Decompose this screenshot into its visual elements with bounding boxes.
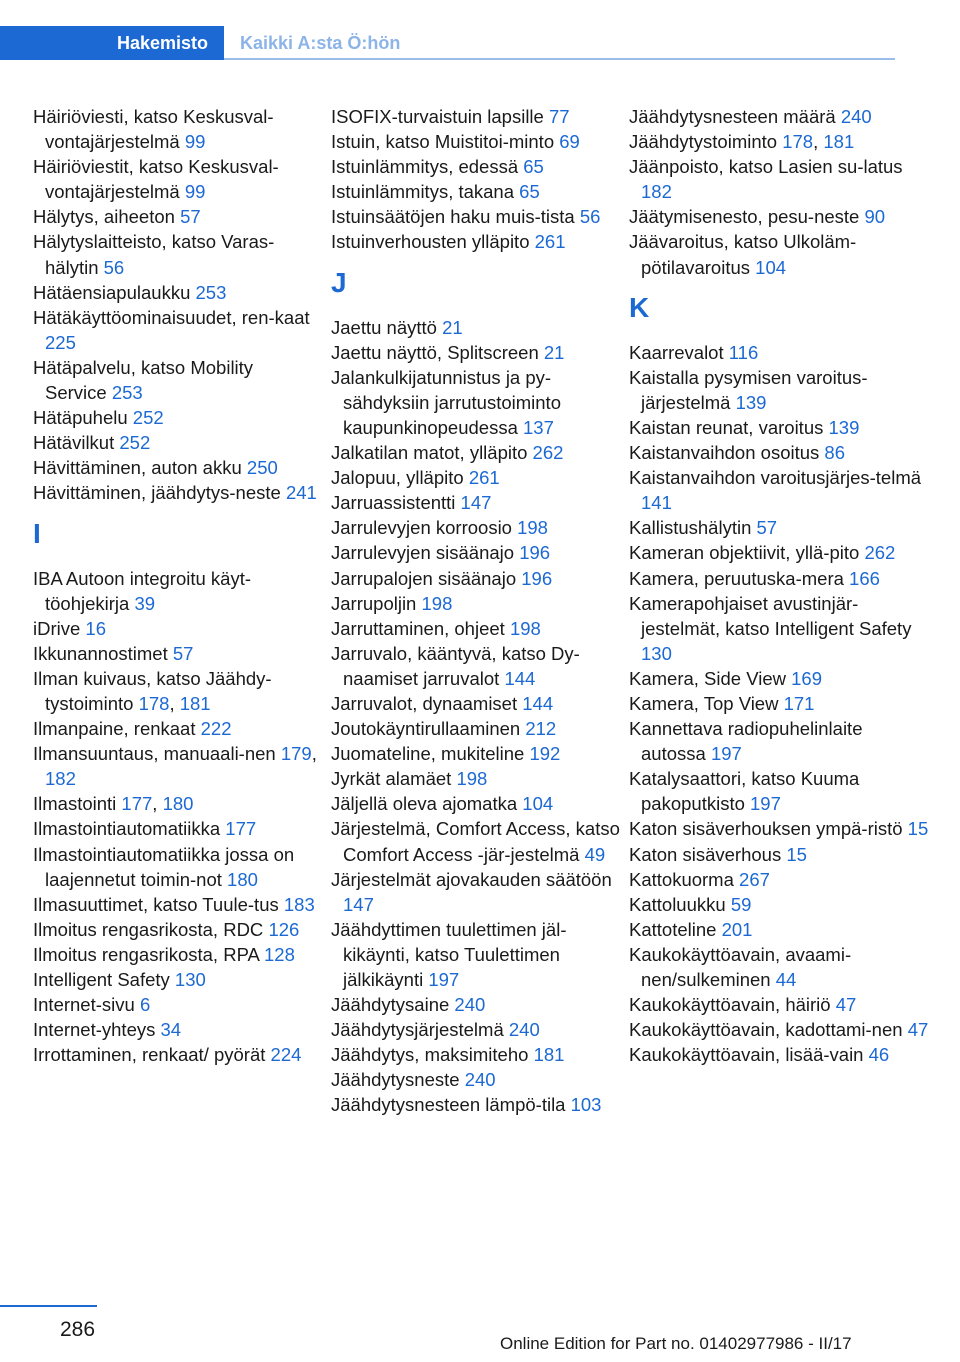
index-entry-term: Hätäpuhelu [33,407,128,429]
index-entry-term: Jäähdytysneste [331,1069,460,1091]
page-reference-link[interactable]: 178 [138,692,170,714]
index-entry [331,1092,623,1117]
index-entry [33,154,318,204]
index-entry-term: Istuinlämmitys, edessä [331,156,519,178]
index-entry-term: iDrive [33,617,81,639]
page-reference-link[interactable]: 139 [828,416,860,438]
index-entry [33,204,318,229]
page-reference-link[interactable]: 65 [519,181,540,203]
page-reference-link[interactable]: 181 [179,692,211,714]
page-reference-link[interactable]: 21 [543,341,565,363]
index-entry [331,515,623,540]
index-entry [331,816,623,866]
index-entry-term: Jaettu näyttö, Splitscreen [331,341,539,363]
index-entry [629,566,929,591]
index-entry [331,691,623,716]
index-entry-term: Kattoluukku [629,893,726,915]
index-entry-term: Jarrupoljin [331,592,417,614]
page-reference-link[interactable]: 6 [139,994,151,1016]
page-reference-link[interactable]: 198 [421,592,453,614]
index-entry [331,867,623,917]
index-entry [331,591,623,616]
index-column-3 [629,104,929,1067]
index-entry-term: Ilmoitus rengasrikosta, RPA [33,943,259,965]
index-entry-term: Kamera, peruutuska-mera [629,567,844,589]
page-reference-link[interactable]: 139 [735,391,767,413]
index-entry-term: Jarruttaminen, ohjeet [331,617,505,639]
index-entry-term: Ilmastointiautomatiikka jossa on laajennetut toimin-not [33,843,295,890]
index-entry [331,1042,623,1067]
page-reference-link[interactable]: 198 [517,517,548,539]
index-entry [33,280,318,305]
page-reference-link[interactable]: 99 [184,131,206,153]
index-section-letter: J [331,266,347,298]
tab-underline [224,58,895,60]
index-entry [629,892,929,917]
index-entry [331,1067,623,1092]
page-reference-link[interactable]: 198 [456,768,488,790]
index-entry [33,566,318,616]
page-reference-link[interactable]: 47 [835,994,857,1016]
index-entry-term: Jalkatilan matot, ylläpito [331,442,528,464]
index-entry [629,942,929,992]
index-entry [629,1042,929,1067]
page-reference-link[interactable]: 240 [508,1019,540,1041]
index-entry: Ilmastointi 177, 180 [33,793,194,815]
index-entry [331,716,623,741]
page-reference-link[interactable]: 192 [529,743,561,765]
index-entry-term: Jarrulevyjen sisäänajo [331,542,515,564]
index-entry [331,204,623,229]
page-reference-link[interactable]: 39 [134,592,156,614]
page-reference-link[interactable]: 197 [428,969,460,990]
index-entry [629,816,929,841]
index-entry [331,154,623,179]
index-entry: Jäähdytystoiminto 178, 181 [629,131,855,153]
index-entry-term: Hälytys, aiheeton [33,206,175,228]
index-entry-term: Kamera, Top View [629,692,779,714]
index-entry-term: Hävittäminen, jäähdytys-neste [33,482,281,504]
index-entry-term: Hätävilkut [33,432,115,454]
page-reference-link[interactable]: 15 [786,843,807,865]
page-reference-link[interactable]: 116 [728,341,759,363]
page-reference-link[interactable]: 261 [468,467,500,489]
page-reference-link[interactable]: 241 [285,482,317,504]
page-reference-link[interactable]: 240 [464,1069,496,1091]
page-reference-link[interactable]: 181 [533,1044,565,1066]
page-reference-link[interactable]: 182 [45,768,76,790]
page-reference-link[interactable]: 130 [174,969,206,990]
index-entry-term: Jaettu näyttö [331,316,437,338]
page-reference-link[interactable]: 57 [172,642,194,664]
page-reference-link[interactable]: 128 [264,943,295,965]
page-reference-link[interactable]: 130 [641,642,672,664]
index-entry [629,340,929,365]
index-entry-term: Jäähdyttimen tuulettimen jäl-kikäynti, katso Tuulettimen jälkikäynti [331,918,567,990]
page-reference-link[interactable]: 224 [270,1044,302,1066]
index-entry-term: Kaukokäyttöavain, kadottami-nen [629,1019,903,1041]
index-entry [331,340,623,365]
index-entry [33,104,318,154]
index-entry [33,355,318,405]
index-entry-term: Jäänpoisto, katso Lasien su-latus [629,156,903,178]
page-reference-link[interactable]: 103 [570,1094,602,1116]
index-entry-term: Kannettava radiopuhelinlaite autossa [629,718,863,765]
page-reference-link[interactable]: 177 [225,818,257,840]
page-reference-link[interactable]: 90 [864,206,886,228]
page-reference-link[interactable]: 212 [525,718,557,740]
page-reference-link[interactable]: 46 [868,1044,890,1066]
page-reference-link[interactable]: 177 [121,793,153,815]
index-entry [629,992,929,1017]
index-entry [331,179,623,204]
index-entry-term: Kamera, Side View [629,667,786,689]
index-entry [33,229,318,279]
page-number: 286 [60,1318,96,1341]
index-entry-term: Kaistanvaihdon osoitus [629,442,820,464]
index-entry-term: Jäätymisenesto, pesu-neste [629,206,860,228]
index-section-letter: K [629,291,650,323]
index-entry-term: ISOFIX-turvaistuin lapsille [331,106,544,127]
index-entry [331,791,623,816]
index-entry [629,104,929,129]
page-reference-link[interactable]: 69 [559,131,580,153]
page-reference-link[interactable]: 250 [246,457,278,479]
index-entry-term: Ilmastointiautomatiikka [33,818,221,840]
index-entry-term: Jäähdytysjärjestelmä [331,1019,504,1041]
page-reference-link[interactable]: 253 [195,281,227,303]
index-entry [33,430,318,455]
page-reference-link[interactable]: 104 [522,793,554,815]
index-entry-term: Jäähdytysaine [331,994,450,1016]
index-entry-term: Joutokäyntirullaaminen [331,718,521,740]
index-entry-term: Kaukokäyttöavain, avaami-nen/sulkeminen [629,943,852,990]
index-entry-term: Intelligent Safety [33,969,170,990]
index-entry [629,766,929,816]
index-entry-term: Irrottaminen, renkaat/ pyörät [33,1044,266,1066]
index-entry-term: Istuinsäätöjen haku muis-tista [331,206,575,228]
index-entry-term: Ikkunannostimet [33,642,168,664]
index-entry-term: Ilmoitus rengasrikosta, RDC [33,918,264,940]
page-reference-link[interactable]: 182 [641,181,672,203]
index-entry-term: Istuinverhousten ylläpito [331,231,530,253]
index-entry [331,641,623,691]
index-column-2 [331,104,623,1118]
index-entry-term: Katon sisäverhous [629,843,782,865]
index-entry [331,741,623,766]
page-reference-link[interactable]: 137 [523,416,554,438]
index-entry [629,365,929,415]
page-reference-link[interactable]: 99 [184,181,206,203]
page-reference-link[interactable]: 144 [504,667,536,689]
index-entry [33,405,318,430]
index-entry-term: Kameran objektiivit, yllä-pito [629,542,860,564]
index-entry-term: Hälytyslaitteisto, katso Varas-hälytin [33,231,275,278]
page-reference-link[interactable]: 49 [584,843,606,865]
index-entry-term: Hävittäminen, auton akku [33,457,242,479]
index-entry-term: Ilman kuivaus, katso Jäähdy-tystoiminto [33,667,272,714]
index-entry [331,365,623,440]
index-entry [331,566,623,591]
page-reference-link[interactable]: 180 [162,793,194,815]
page-reference-link[interactable]: 222 [200,718,232,740]
page-reference-link[interactable]: 181 [823,131,855,153]
page-reference-link[interactable]: 225 [45,331,76,353]
index-entry-term: Juomateline, mukiteline [331,743,525,765]
index-entry [629,842,929,867]
index-entry [33,816,318,841]
page-reference-link[interactable]: 15 [907,818,929,840]
index-entry [331,229,623,254]
page-reference-link[interactable]: 171 [783,692,815,714]
page-reference-link[interactable]: 240 [840,106,872,127]
index-entry-term: Kattoteline [629,918,717,940]
index-entry-term: Kaukokäyttöavain, häiriö [629,994,831,1016]
index-entry-term: Häiriöviestit, katso Keskusval-vontajärjestelmä [33,156,279,203]
index-entry-term: Internet-yhteys [33,1019,156,1041]
index-entry [33,480,318,505]
index-entry [629,229,929,279]
page-reference-link[interactable]: 57 [180,206,201,228]
index-entry-term: Jarrulevyjen korroosio [331,517,512,539]
index-entry [331,917,623,992]
index-entry-term: Jarrupalojen sisäänajo [331,567,517,589]
index-entry [331,129,623,154]
index-entry-term: Kaistan reunat, varoitus [629,416,824,438]
page-reference-link[interactable]: 56 [103,256,125,278]
page-reference-link[interactable]: 201 [721,918,753,940]
index-entry [629,867,929,892]
index-entry-term: Istuinlämmitys, takana [331,181,515,203]
index-entry [33,641,318,666]
page-reference-link[interactable]: 126 [268,918,300,940]
page-reference-link[interactable]: 144 [522,692,554,714]
index-entry [629,154,929,204]
page-reference-link[interactable]: 147 [343,893,374,915]
index-entry-term: Jäähdytys, maksimiteho [331,1044,529,1066]
index-entry [331,540,623,565]
index-entry-term: Järjestelmät ajovakauden säätöön [331,868,612,890]
page-reference-link[interactable]: 21 [442,316,463,338]
page-reference-link[interactable]: 252 [119,432,151,454]
page-reference-link[interactable]: 197 [750,793,781,815]
page-reference-link[interactable]: 65 [523,156,544,178]
index-entry [33,1042,318,1067]
page-reference-link[interactable]: 196 [521,567,553,589]
page-reference-link[interactable]: 47 [907,1019,929,1041]
page-reference-link[interactable]: 44 [775,969,797,990]
index-entry-term: Jäähdytysnesteen määrä [629,106,836,127]
index-entry [33,967,318,992]
page-reference-link[interactable]: 240 [454,994,486,1016]
index-entry [33,892,318,917]
index-entry-term: Kaistanvaihdon varoitusjärjes-telmä [629,467,922,489]
index-entry-term: Kaistalla pysymisen varoitus-järjestelmä [629,366,868,413]
index-entry-term: Katon sisäverhouksen ympä-ristö [629,818,903,840]
index-entry-term: Ilmanpaine, renkaat [33,718,196,740]
index-entry [629,204,929,229]
index-entry-term: Jäljellä oleva ajomatka [331,793,518,815]
index-entry-term: Jyrkät alamäet [331,768,452,790]
footer-divider [0,1305,97,1307]
index-entry-term: Kaukokäyttöavain, lisää-vain [629,1044,864,1066]
index-entry-term: Häiriöviesti, katso Keskusval-vontajärjestelmä [33,106,274,153]
index-entry [629,415,929,440]
index-entry [331,1017,623,1042]
index-entry-term: Jäävaroitus, katso Ulkoläm-pötilavaroitus [629,231,857,278]
page-reference-link[interactable]: 77 [548,106,570,127]
page-reference-link[interactable]: 180 [227,868,258,890]
page-reference-link[interactable]: 252 [132,407,164,429]
index-entry-term: Jarruvalo, kääntyvä, katso Dy-naamiset jarruvalot [331,642,580,689]
index-entry [629,465,929,515]
index-column-1 [33,104,318,1067]
index-entry-term: IBA Autoon integroitu käyt-töohjekirja [33,567,252,614]
index-entry-term: Hätäensiapulaukku [33,281,191,303]
index-entry [33,455,318,480]
index-entry [629,540,929,565]
index-entry [33,842,318,892]
index-entry [331,440,623,465]
index-entry [629,917,929,942]
index-entry-term: Jäähdytysnesteen lämpö-tila [331,1094,566,1116]
index-entry [331,616,623,641]
index-entry-term: Ilmasuuttimet, katso Tuule-tus [33,893,279,915]
index-entry-term: Hätäkäyttöominaisuudet, ren-kaat [33,306,310,328]
index-entry-term: Kamerapohjaiset avustinjär-jestelmät, katso Intelligent Safety [629,592,912,639]
index-section-letter: I [33,517,41,549]
index-entry-term: Katalysaattori, katso Kuuma pakoputkisto [629,768,860,815]
page-reference-link[interactable]: 196 [519,542,551,564]
page-reference-link[interactable]: 86 [824,442,845,464]
index-entry [33,616,318,641]
index-entry [331,315,623,340]
index-entry [331,992,623,1017]
index-entry-term: Ilmastointi [33,793,117,815]
page-reference-link[interactable]: 16 [85,617,106,639]
page-reference-link[interactable]: 253 [111,382,143,404]
index-entry [331,104,623,129]
index-entry-term: Jarruassistentti [331,492,456,514]
index-entry [629,691,929,716]
index-entry-term: Kaarrevalot [629,341,724,363]
index-entry [33,917,318,942]
page-reference-link[interactable]: 141 [641,492,672,514]
index-entry-term: Kallistushälytin [629,517,752,539]
page-reference-link[interactable]: 267 [739,868,770,890]
page-reference-link[interactable]: 262 [532,442,564,464]
index-entry: Ilmansuuntaus, manuaali-nen 179, 182 [33,743,317,790]
index-entry [629,666,929,691]
index-entry [33,305,318,355]
page-reference-link[interactable]: 178 [782,131,814,153]
page-reference-link[interactable]: 179 [280,743,312,765]
page-reference-link[interactable]: 261 [534,231,566,253]
index-entry-term: Istuin, katso Muistitoi-minto [331,131,555,153]
page-reference-link[interactable]: 169 [791,667,823,689]
index-entry-term: Kattokuorma [629,868,734,890]
edition-note: Online Edition for Part no. 01402977986 - II/17 [500,1334,852,1353]
index-entry [629,440,929,465]
index-entry [629,1017,929,1042]
index-entry [33,942,318,967]
tab-hakemisto[interactable]: Hakemisto [0,26,224,60]
index-entry-term: Jalopuu, ylläpito [331,467,464,489]
index-entry-term: Ilmansuuntaus, manuaali-nen [33,743,276,765]
index-entry-term: Jarruvalot, dynaamiset [331,692,518,714]
index-entry-term: Jäähdytystoiminto [629,131,778,153]
page-reference-link[interactable]: 57 [756,517,778,539]
index-entry-term: Jalankulkijatunnistus ja py-sähdyksiin jarrutustoiminto kaupunkinopeudessa [331,366,561,438]
index-entry [629,591,929,666]
header-tabbar [0,26,895,62]
page-reference-link[interactable]: 183 [283,893,315,915]
tab-a-to-o[interactable]: Kaikki A:sta Ö:hön [240,32,401,53]
page-reference-link[interactable]: 198 [509,617,541,639]
index-entry [331,465,623,490]
index-entry [33,1017,318,1042]
page-reference-link[interactable]: 56 [579,206,601,228]
page-reference-link[interactable]: 59 [730,893,752,915]
index-entry [33,716,318,741]
page-reference-link[interactable]: 262 [864,542,896,564]
page-reference-link[interactable]: 147 [460,492,492,514]
index-entry: Ilman kuivaus, katso Jäähdy-tystoiminto 178, 181 [33,667,272,714]
index-entry-term: Hätäpalvelu, katso Mobility Service [33,356,254,404]
page-reference-link[interactable]: 197 [710,743,742,765]
index-entry-term: Järjestelmä, Comfort Access, katso Comfort Access -jär-jestelmä [331,818,620,865]
index-entry [33,992,318,1017]
page-reference-link[interactable]: 104 [755,256,787,278]
index-entry-term: Internet-sivu [33,994,135,1016]
index-entry [331,490,623,515]
page-reference-link[interactable]: 166 [849,567,880,589]
index-entry [629,716,929,766]
index-entry [331,766,623,791]
page-reference-link[interactable]: 34 [160,1019,182,1041]
index-entry [629,515,929,540]
